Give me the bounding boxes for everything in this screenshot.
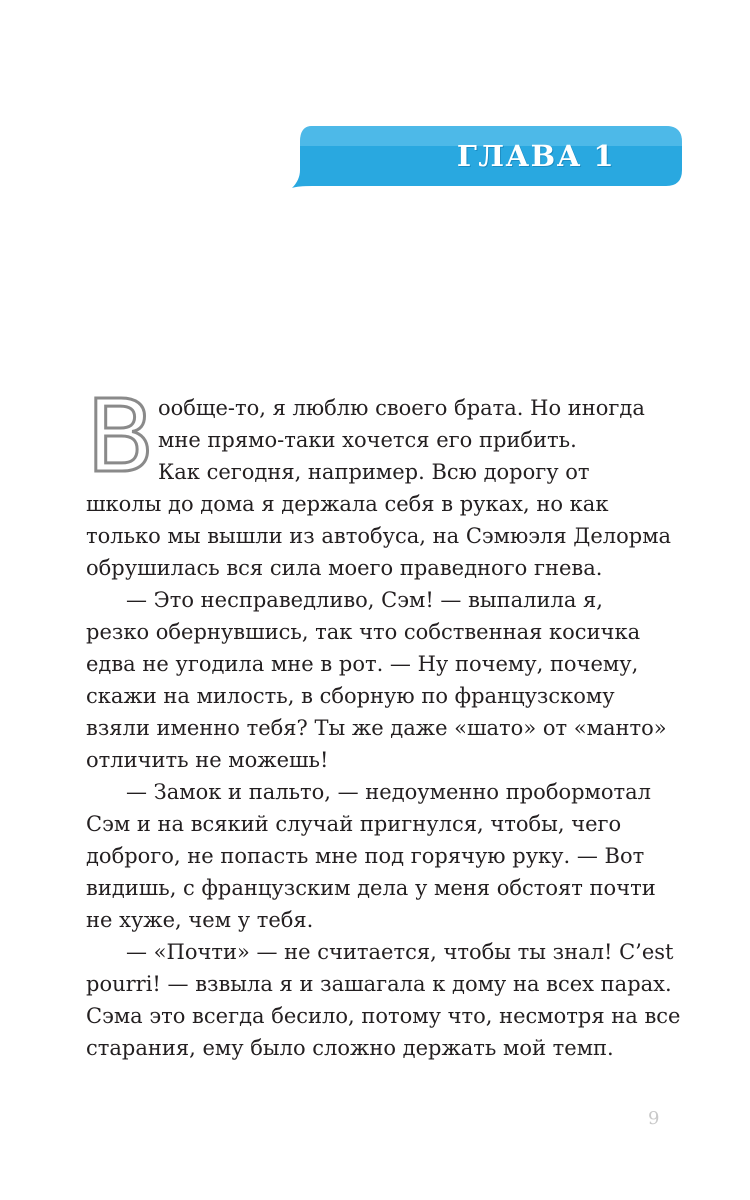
- text-line: Сэма это всегда бесило, потому что, несмотря на все: [86, 1004, 681, 1028]
- chapter-title: ГЛАВА 1: [456, 139, 616, 173]
- text-line: едва не угодила мне в рот. — Ну почему, почему,: [86, 652, 639, 676]
- text-line: скажи на милость, в сборную по французскому: [86, 684, 615, 708]
- text-line: обрушилась вся сила моего праведного гнева.: [86, 556, 603, 580]
- chapter-badge: [292, 124, 684, 188]
- text-line: Сэм и на всякий случай пригнулся, чтобы, чего: [86, 812, 622, 836]
- text-line: не хуже, чем у тебя.: [86, 908, 314, 932]
- text-line: мне прямо-таки хочется его прибить.: [158, 428, 577, 452]
- text-line: отличить не можешь!: [86, 748, 329, 772]
- text-line: взяли именно тебя? Ты же даже «шато» от «манто»: [86, 716, 667, 740]
- text-line: старания, ему было сложно держать мой темп.: [86, 1036, 614, 1060]
- page-number: 9: [648, 1108, 660, 1129]
- text-line: pourri! — взвыла я и зашагала к дому на всех парах.: [86, 972, 672, 996]
- text-line: — «Почти» — не считается, чтобы ты знал! C’est: [126, 940, 674, 964]
- drop-cap: В: [86, 378, 155, 495]
- text-line: видишь, с французским дела у меня обстоят почти: [86, 876, 656, 900]
- text-line: только мы вышли из автобуса, на Сэмюэля Делорма: [86, 524, 672, 548]
- chapter-text: [86, 378, 686, 1064]
- text-line: — Это несправедливо, Сэм! — выпалила я,: [126, 588, 603, 612]
- text-line: ообще-то, я люблю своего брата. Но иногда: [158, 396, 645, 420]
- text-line: Как сегодня, например. Всю дорогу от: [158, 460, 590, 484]
- text-line: доброго, не попасть мне под горячую руку. — Вот: [86, 844, 645, 868]
- text-line: резко обернувшись, так что собственная косичка: [86, 620, 641, 644]
- text-line: школы до дома я держала себя в руках, но как: [86, 492, 609, 516]
- text-line: — Замок и пальто, — недоуменно пробормотал: [126, 780, 651, 804]
